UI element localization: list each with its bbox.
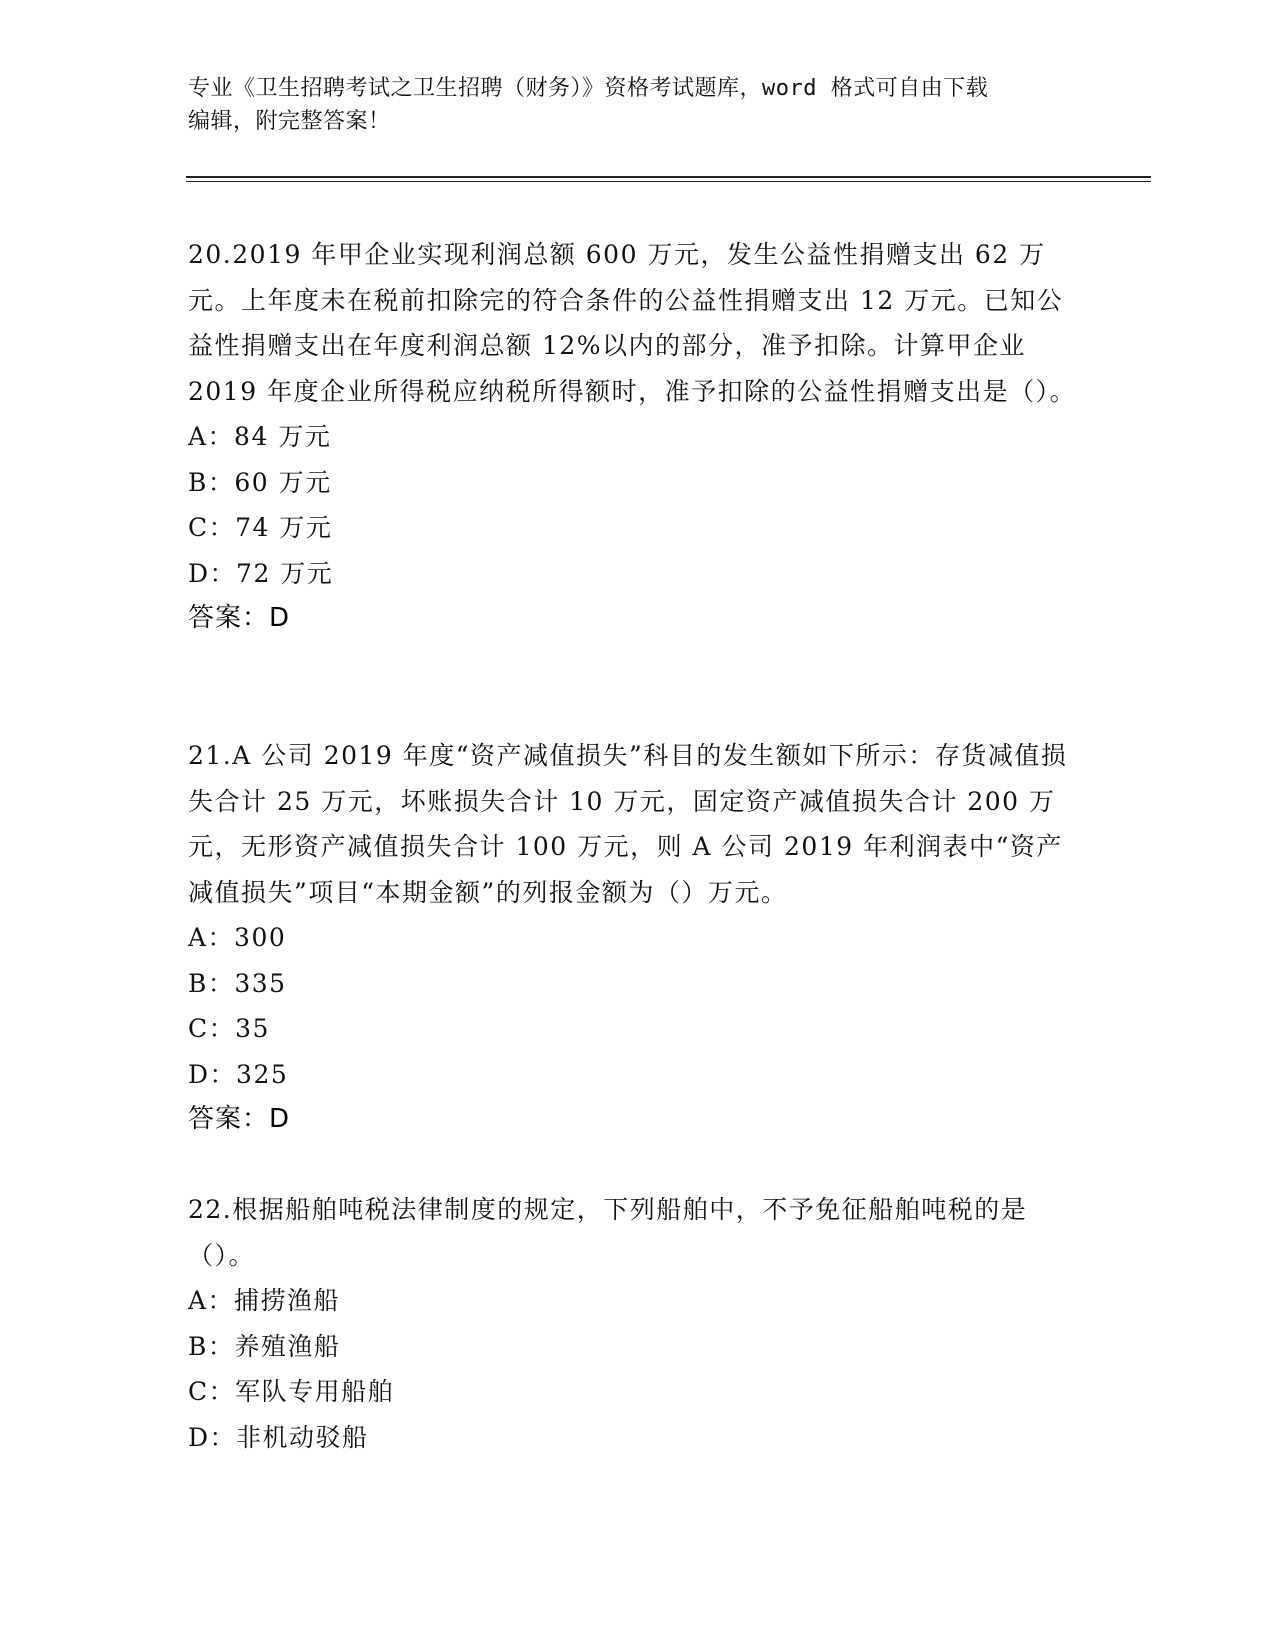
document-header (188, 72, 1088, 138)
question-stem: 20.2019 年甲企业实现利润总额 600 万元，发生公益性捐赠支出 62 万元。上年度未在税前扣除完的符合条件的公益性捐赠支出 12 万元。已知公益性捐赠支出在年度利润总额 12%以内的部分，准予扣除。计算甲企业 2019 年度企业所得税应纳税所得额时，准予扣除的公益性捐赠支出是（）。 (188, 240, 1077, 406)
question-stem: 22.根据船舶吨税法律制度的规定，下列船舶中，不予免征船舶吨税的是（）。 (188, 1195, 1028, 1270)
option-a: A：84 万元 (188, 422, 332, 451)
answer-line: 答案：D (188, 603, 291, 633)
header-line-2: 编辑，附完整答案！ (188, 109, 391, 134)
option-b: B：养殖渔船 (188, 1331, 341, 1361)
option-d: D：非机动驳船 (188, 1422, 369, 1452)
option-a: A：300 (188, 923, 287, 952)
option-c: C：74 万元 (188, 513, 333, 542)
header-divider-thin (186, 181, 1151, 182)
option-b: B：335 (188, 968, 287, 998)
question-22 (188, 1187, 1078, 1460)
option-b: B：60 万元 (188, 467, 332, 497)
option-c: C：35 (188, 1014, 270, 1043)
question-stem: 21.A 公司 2019 年度“资产减值损失”科目的发生额如下所示：存货减值损失合计 25 万元，坏账损失合计 10 万元，固定资产减值损失合计 200 万元，无形资产减值损失合计 100 万元，则 A 公司 2019 年利润表中“资产减值损失”项目“本期金额”的列报金额为（）万元。 (188, 741, 1068, 907)
option-d: D：325 (188, 1059, 289, 1089)
option-a: A：捕捞渔船 (188, 1286, 341, 1315)
question-21 (188, 733, 1078, 1143)
header-divider-thick (186, 176, 1151, 178)
option-d: D：72 万元 (188, 558, 334, 588)
question-20 (188, 232, 1078, 642)
answer-line: 答案：D (188, 1104, 291, 1134)
option-c: C：军队专用船舶 (188, 1377, 395, 1406)
header-line-1: 专业《卫生招聘考试之卫生招聘（财务）》资格考试题库，word 格式可自由下载 (188, 76, 989, 101)
